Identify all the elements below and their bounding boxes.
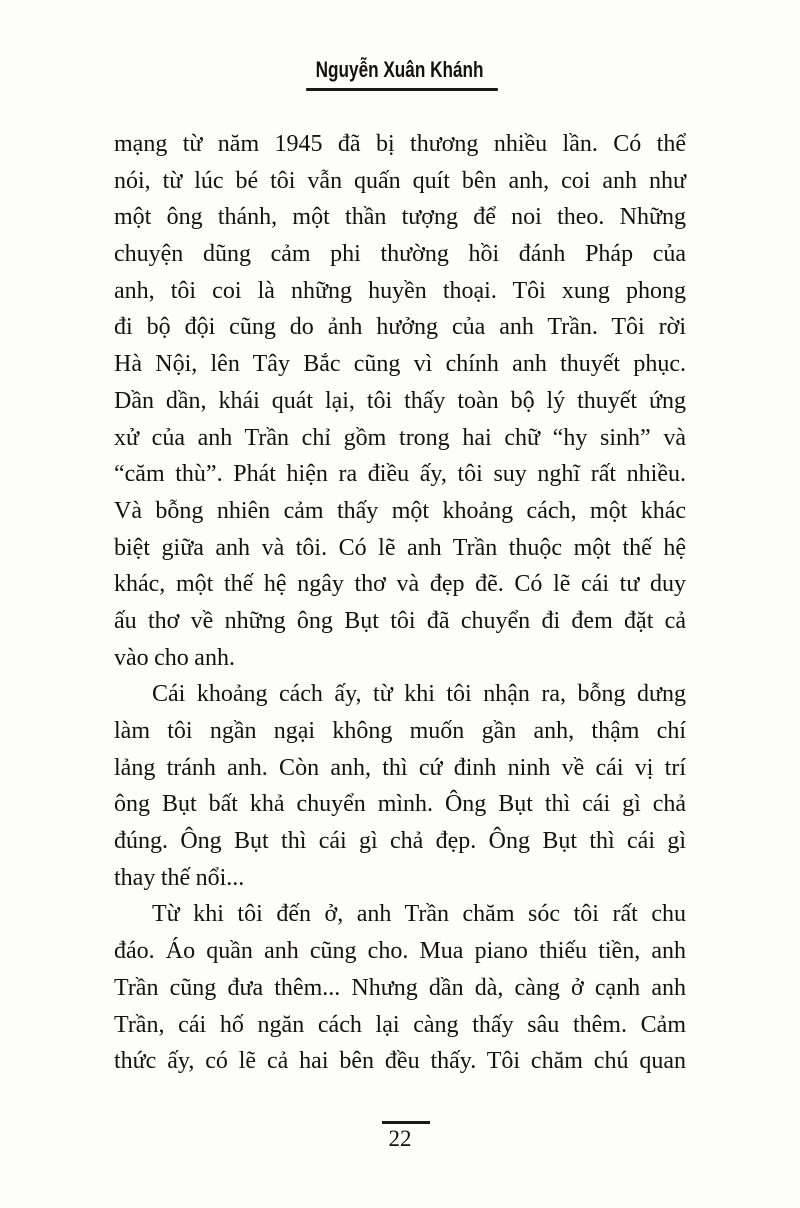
running-header [0, 57, 800, 83]
text-line: Dần dần, khái quát lại, tôi thấy toàn bộ lý thuyết ứng [114, 387, 686, 414]
text-line: “căm thù”. Phát hiện ra điều ấy, tôi suy nghĩ rất nhiều. [114, 461, 686, 488]
body-text [114, 126, 686, 1080]
text-line: khác, một thế hệ ngây thơ và đẹp đẽ. Có lẽ cái tư duy [114, 571, 686, 598]
text-line: Hà Nội, lên Tây Bắc cũng vì chính anh thuyết phục. [114, 351, 686, 378]
text-line: làm tôi ngần ngại không muốn gần anh, thậm chí [114, 718, 686, 744]
text-line: Trần, cái hố ngăn cách lại càng thấy sâu thêm. Cảm [114, 1011, 686, 1038]
text-line: Từ khi tôi đến ở, anh Trần chăm sóc tôi rất chu [152, 901, 686, 928]
text-line: biệt giữa anh và tôi. Có lẽ anh Trần thuộc một thế hệ [114, 534, 686, 561]
text-line: đúng. Ông Bụt thì cái gì chả đẹp. Ông Bụt thì cái gì [114, 828, 686, 855]
running-header-author: Nguyễn Xuân Khánh [316, 57, 484, 82]
page-number: 22 [388, 1126, 412, 1151]
text-line: Và bỗng nhiên cảm thấy một khoảng cách, một khác [114, 497, 686, 524]
text-line: lảng tránh anh. Còn anh, thì cứ đinh ninh về cái vị trí [114, 754, 686, 781]
text-line: Trần cũng đưa thêm... Nhưng dần dà, càng ở cạnh anh [114, 974, 686, 1001]
header-rule [306, 88, 498, 91]
text-line: đi bộ đội cũng do ảnh hưởng của anh Trần. Tôi rời [114, 314, 686, 341]
text-line: Cái khoảng cách ấy, từ khi tôi nhận ra, bỗng dưng [152, 681, 686, 708]
text-line: thay thế nổi... [114, 864, 245, 891]
text-line: anh, tôi coi là những huyền thoại. Tôi xung phong [114, 277, 686, 304]
text-line: nói, từ lúc bé tôi vẫn quấn quít bên anh, coi anh như [114, 167, 686, 194]
text-line: thức ấy, có lẽ cả hai bên đều thấy. Tôi chăm chú quan [114, 1048, 686, 1075]
text-line: vào cho anh. [114, 644, 235, 671]
text-line: xử của anh Trần chỉ gồm trong hai chữ “hy sinh” và [114, 424, 686, 451]
text-line: ấu thơ về những ông Bụt tôi đã chuyển đi đem đặt cả [114, 607, 686, 634]
text-line: đáo. Áo quần anh cũng cho. Mua piano thiếu tiền, anh [114, 938, 686, 965]
text-line: một ông thánh, một thần tượng để noi theo. Những [114, 204, 686, 231]
footer-rule [382, 1121, 430, 1124]
text-line: chuyện dũng cảm phi thường hồi đánh Pháp của [114, 241, 686, 268]
text-line: mạng từ năm 1945 đã bị thương nhiều lần. Có thể [114, 131, 686, 157]
text-line: ông Bụt bất khả chuyển mình. Ông Bụt thì cái gì chả [114, 791, 686, 818]
